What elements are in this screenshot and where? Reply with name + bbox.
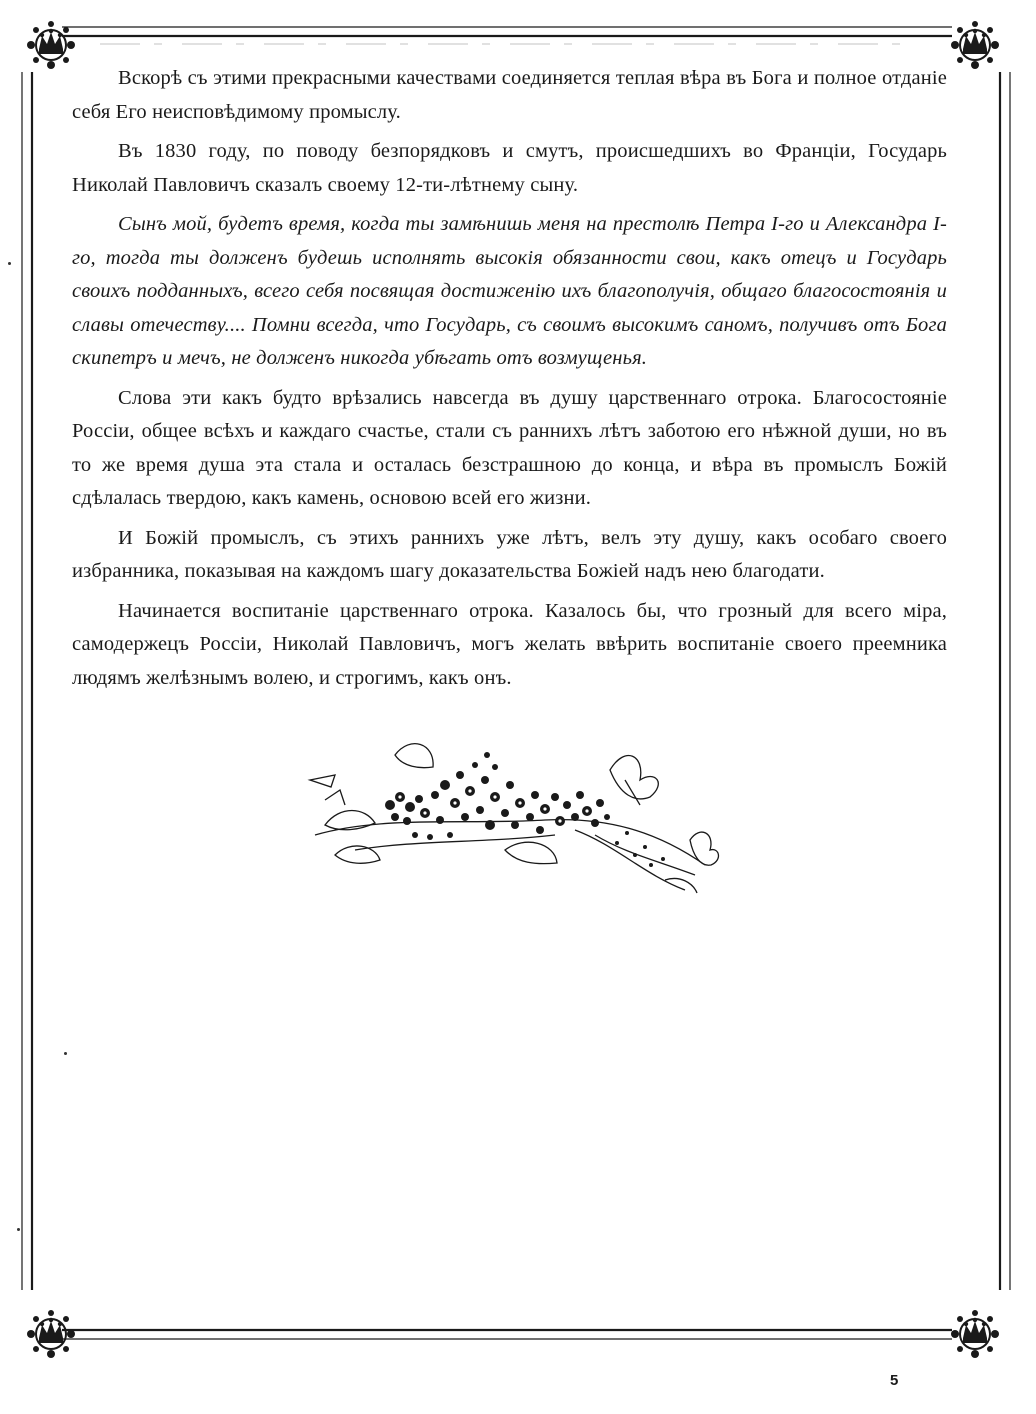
paragraph: Начинается воспитаніе царственнаго отрока. Казалось бы, что грозный для всего міра, самодержецъ Россіи, Николай Павловичъ, могъ желать ввѣрить воспитаніе своего преемника людямъ желѣзнымъ волею, и строгимъ, какъ онъ.	[72, 599, 947, 689]
paragraph: Слова эти какъ будто врѣзались навсегда въ душу царственнаго отрока. Благосостояніе Россіи, общее всѣхъ и каждаго счастье, стали съ раннихъ лѣтъ заботою его нѣжной души, но въ то же время душа эта стала и осталась безстрашною до конца, и вѣра въ промыслъ Божій сдѣлалась твердою, какъ камень, основою всей его жизни.	[72, 386, 947, 509]
corner-crown-icon-bottom-right	[946, 1305, 1004, 1363]
paragraph: Въ 1830 году, по поводу безпорядковъ и смутъ, происшедшихъ во Франціи, Государь Николай Павловичъ сказалъ своему 12-ти-лѣтнему сыну.	[72, 140, 947, 196]
floral-spray-icon	[295, 725, 725, 900]
corner-crown-icon-top-right	[946, 16, 1004, 74]
print-speck	[8, 262, 11, 265]
paragraph: Вскорѣ съ этими прекрасными качествами соединяется теплая вѣра въ Бога и полное отданіе себя Его неисповѣдимому промыслу.	[72, 67, 947, 123]
body-text	[72, 62, 947, 701]
page-number: 5	[890, 1372, 899, 1389]
quote-paragraph: Сынъ мой, будетъ время, когда ты замѣнишь меня на престолѣ Петра І-го и Александра І-го, тогда ты долженъ будешь исполнять высокія обязанности свои, какъ отецъ и Государь своихъ подданныхъ, всего себя посвящая достиженію ихъ благополучія, общаго благосостоянія и славы отечеству.... Помни всегда, что Государь, съ своимъ высокимъ саномъ, получивъ отъ Бога скипетръ и мечъ, не долженъ никогда убѣгать отъ возмущенья.	[72, 213, 947, 369]
paragraph: И Божій промыслъ, съ этихъ раннихъ уже лѣтъ, велъ эту душу, какъ особаго своего избранника, показывая на каждомъ шагу доказательства Божіей надъ нею благодати.	[72, 526, 947, 582]
print-speck	[64, 1052, 67, 1055]
print-speck	[17, 1228, 20, 1231]
corner-crown-icon-bottom-left	[22, 1305, 80, 1363]
